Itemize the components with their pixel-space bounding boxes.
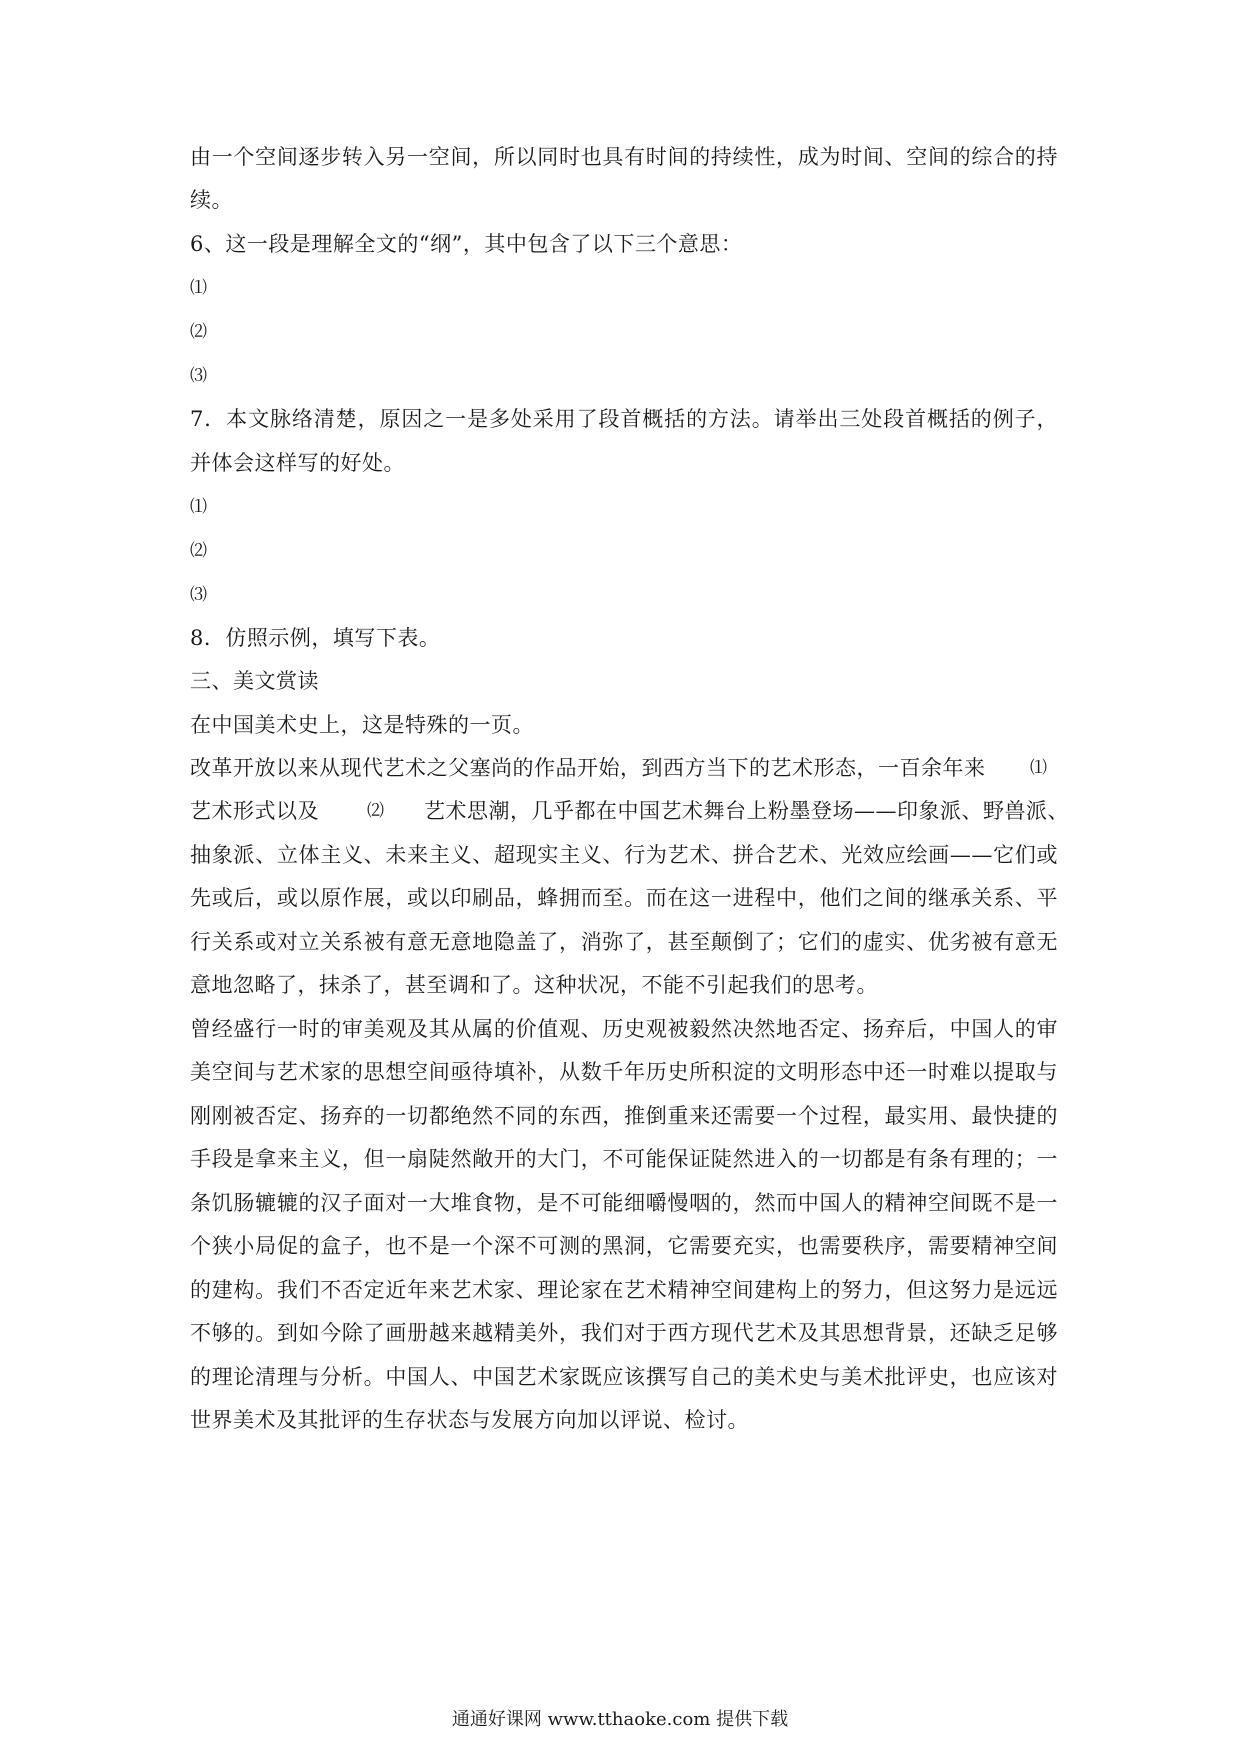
question-8: 8．仿照示例，填写下表。 (190, 626, 441, 650)
answer-item-marker: ⑵ (190, 541, 207, 561)
question-6: 6、这一段是理解全文的“纲”，其中包含了以下三个意思： (190, 232, 743, 256)
essay-line: 改革开放以来从现代艺术之父塞尚的作品开始，到西方当下的艺术形态，一百余年来 (190, 756, 986, 780)
blank-marker: ⑴ (1030, 758, 1047, 778)
question-7-continued: 并体会这样写的好处。 (190, 451, 405, 475)
answer-item-marker: ⑶ (190, 366, 207, 386)
essay-line: 意地忽略了，抹杀了，甚至调和了。这种状况，不能不引起我们的思考。 (190, 973, 878, 997)
essay-line: 的理论清理与分析。中国人、中国艺术家既应该撰写自己的美术史与美术批评史，也应该对 (190, 1365, 1058, 1389)
essay-line: 艺术思潮，几乎都在中国艺术舞台上粉墨登场——印象派、野兽派、 (424, 799, 1069, 823)
essay-line: 先或后，或以原作展，或以印刷品，蜂拥而至。而在这一进程中，他们之间的继承关系、平 (190, 886, 1058, 910)
question-7: 7．本文脉络清楚，原因之一是多处采用了段首概括的方法。请举出三处段首概括的例子， (190, 407, 1058, 431)
essay-line: 个狭小局促的盒子，也不是一个深不可测的黑洞，它需要充实，也需要秩序，需要精神空间 (190, 1234, 1058, 1258)
paragraph-line: 由一个空间逐步转入另一空间，所以同时也具有时间的持续性，成为时间、空间的综合的持 (190, 145, 1058, 169)
answer-item-marker: ⑵ (190, 322, 207, 342)
essay-line: 不够的。到如今除了画册越来越精美外，我们对于西方现代艺术及其思想背景，还缺乏足够 (190, 1321, 1058, 1345)
answer-item-marker: ⑴ (190, 497, 207, 517)
answer-item-marker: ⑴ (190, 278, 207, 298)
essay-line: 曾经盛行一时的审美观及其从属的价值观、历史观被毅然决然地否定、扬弃后，中国人的审 (190, 1017, 1058, 1041)
blank-marker: ⑵ (367, 801, 384, 821)
answer-item-marker: ⑶ (190, 585, 207, 605)
essay-intro: 在中国美术史上，这是特殊的一页。 (190, 713, 534, 737)
essay-line: 行关系或对立关系被有意无意地隐盖了，消弥了，甚至颠倒了；它们的虚实、优劣被有意无 (190, 930, 1058, 954)
essay-line: 刚刚被否定、扬弃的一切都绝然不同的东西，推倒重来还需要一个过程，最实用、最快捷的 (190, 1104, 1058, 1128)
essay-line: 世界美术及其批评的生存状态与发展方向加以评说、检讨。 (190, 1408, 749, 1432)
essay-line: 抽象派、立体主义、未来主义、超现实主义、行为艺术、拼合艺术、光效应绘画——它们或 (190, 843, 1058, 867)
essay-line: 的建构。我们不否定近年来艺术家、理论家在艺术精神空间建构上的努力，但这努力是远远 (190, 1278, 1058, 1302)
page-footer: 通通好课网 www.tthaoke.com 提供下载 (451, 1709, 789, 1730)
paragraph-line: 续。 (190, 188, 233, 212)
essay-line: 艺术形式以及 (190, 799, 319, 823)
essay-line: 手段是拿来主义，但一扇陡然敞开的大门，不可能保证陡然进入的一切都是有条有理的；一 (190, 1147, 1058, 1171)
essay-line: 条饥肠辘辘的汉子面对一大堆食物，是不可能细嚼慢咽的，然而中国人的精神空间既不是一 (190, 1191, 1058, 1215)
section-heading: 三、美文赏读 (190, 669, 319, 693)
essay-line: 美空间与艺术家的思想空间亟待填补，从数千年历史所积淀的文明形态中还一时难以提取与 (190, 1060, 1058, 1084)
